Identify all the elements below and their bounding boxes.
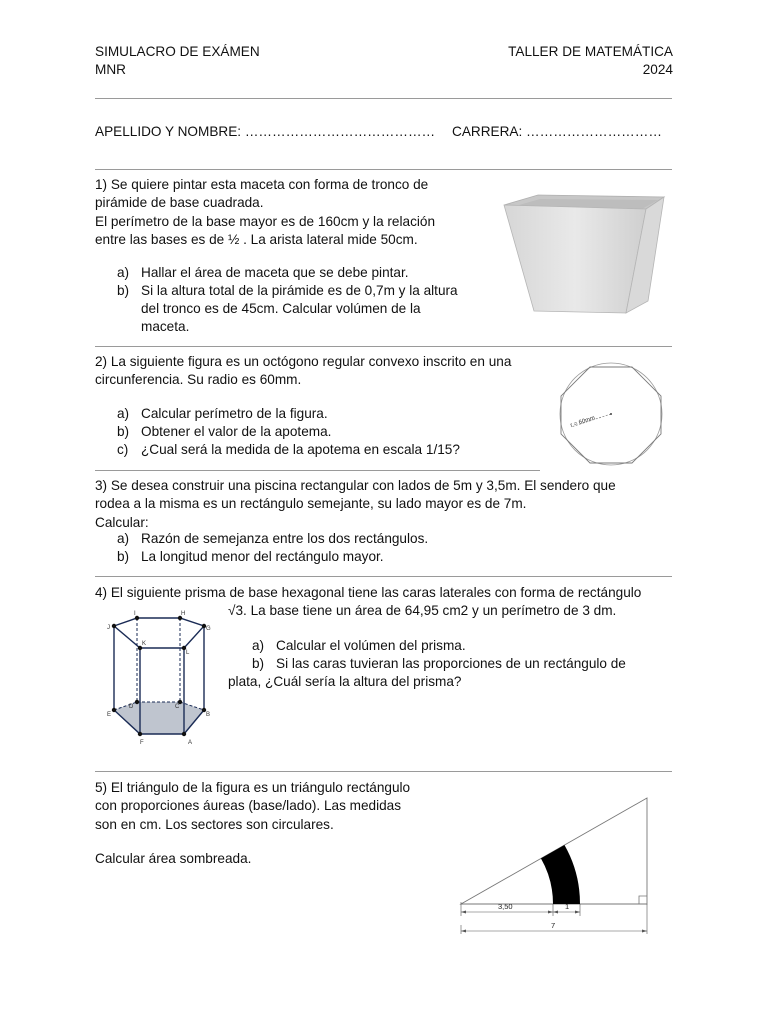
- question-1-text: 1) Se quiere pintar esta maceta con forma de tronco de pirámide de base cuadrada. El perímetro de la base mayor es de 160cm y la relación entre las bases es de ½ . La arista lateral mide 50cm.: [95, 177, 436, 248]
- question-2-item-c: c) ¿Cual será la medida de la apotema en escala 1/15?: [117, 442, 460, 457]
- vertex-label: F: [140, 740, 144, 746]
- workshop-title: TALLER DE MATEMÁTICA: [508, 44, 673, 59]
- career-field-label: CARRERA: …………………………: [452, 124, 662, 139]
- vertex-label: I: [134, 611, 136, 617]
- question-3-item-b: b) La longitud menor del rectángulo mayor.: [117, 549, 384, 564]
- shaded-sector: [541, 845, 580, 904]
- question-3-text: 3) Se desea construir una piscina rectangular con lados de 5m y 3,5m. El sendero que rodea a la misma es un rectángulo semejante, su lado mayor es de 7m. Calcular:: [95, 478, 616, 530]
- vertex-label: K: [142, 641, 147, 647]
- divider: [95, 576, 672, 577]
- question-5-instruction: Calcular área sombreada.: [95, 851, 252, 866]
- question-2-text: 2) La siguiente figura es un octógono regular convexo inscrito en una circunferencia. Su radio es 60mm.: [95, 354, 512, 388]
- vertex-label: H: [181, 611, 186, 617]
- year-label: 2024: [642, 62, 673, 77]
- divider: [95, 98, 672, 99]
- dim-label-base-segment: 3,50: [498, 902, 513, 911]
- question-3-item-a: a) Razón de semejanza entre los dos rectángulos.: [117, 531, 429, 546]
- divider: [95, 771, 672, 772]
- question-2-item-b: b) Obtener el valor de la apotema.: [117, 424, 332, 439]
- dim-label-sector-width: 1: [565, 902, 570, 911]
- vertex-label: A: [188, 740, 193, 746]
- question-1-item-b-cont: del tronco es de 45cm. Calcular volúmen de la: [141, 301, 421, 316]
- question-2-item-a: a) Calcular perímetro de la figura.: [117, 406, 328, 421]
- question-1-item-b-cont: maceta.: [141, 319, 190, 334]
- vertex-label: G: [206, 626, 211, 632]
- question-1-item-a: a) Hallar el área de maceta que se debe pintar.: [117, 265, 409, 280]
- vertex-label: E: [107, 712, 112, 718]
- vertex-label: B: [206, 712, 211, 718]
- question-4-text-cont: √3. La base tiene un área de 64,95 cm2 y un perímetro de 3 dm.: [228, 603, 617, 618]
- radius-label: r = 60mm: [569, 415, 596, 429]
- vertex-label: J: [107, 625, 110, 631]
- vertex-label: L: [186, 650, 190, 656]
- hexagonal-prism-figure: [104, 610, 220, 752]
- divider: [95, 346, 672, 347]
- question-4-item-b-cont: plata, ¿Cuál sería la altura del prisma?: [228, 674, 462, 689]
- question-5-text: 5) El triángulo de la figura es un triángulo rectángulo con proporciones áureas (base/lado). Las medidas son en cm. Los sectores son circulares.: [95, 780, 411, 832]
- question-1-item-b: b) Si la altura total de la pirámide es de 0,7m y la altura: [117, 283, 458, 298]
- question-4-item-a: a) Calcular el volúmen del prisma.: [252, 638, 466, 653]
- exam-subtitle: MNR: [95, 62, 126, 77]
- divider: [95, 470, 540, 471]
- vertex-label: D: [129, 704, 134, 710]
- dim-label-total-base: 7: [551, 921, 556, 930]
- vertex-label: C: [175, 704, 180, 710]
- question-4-text: 4) El siguiente prisma de base hexagonal tiene las caras laterales con forma de rectángulo: [95, 585, 642, 600]
- question-4-item-b: b) Si las caras tuvieran las proporciones de un rectángulo de: [252, 656, 626, 671]
- octagon-figure: [555, 361, 667, 467]
- name-field-label: APELLIDO Y NOMBRE: ……………………………………: [95, 124, 436, 139]
- triangle-figure: [455, 790, 655, 940]
- divider: [95, 169, 672, 170]
- flowerpot-image: [498, 193, 670, 317]
- exam-title: SIMULACRO DE EXÁMEN: [95, 44, 260, 59]
